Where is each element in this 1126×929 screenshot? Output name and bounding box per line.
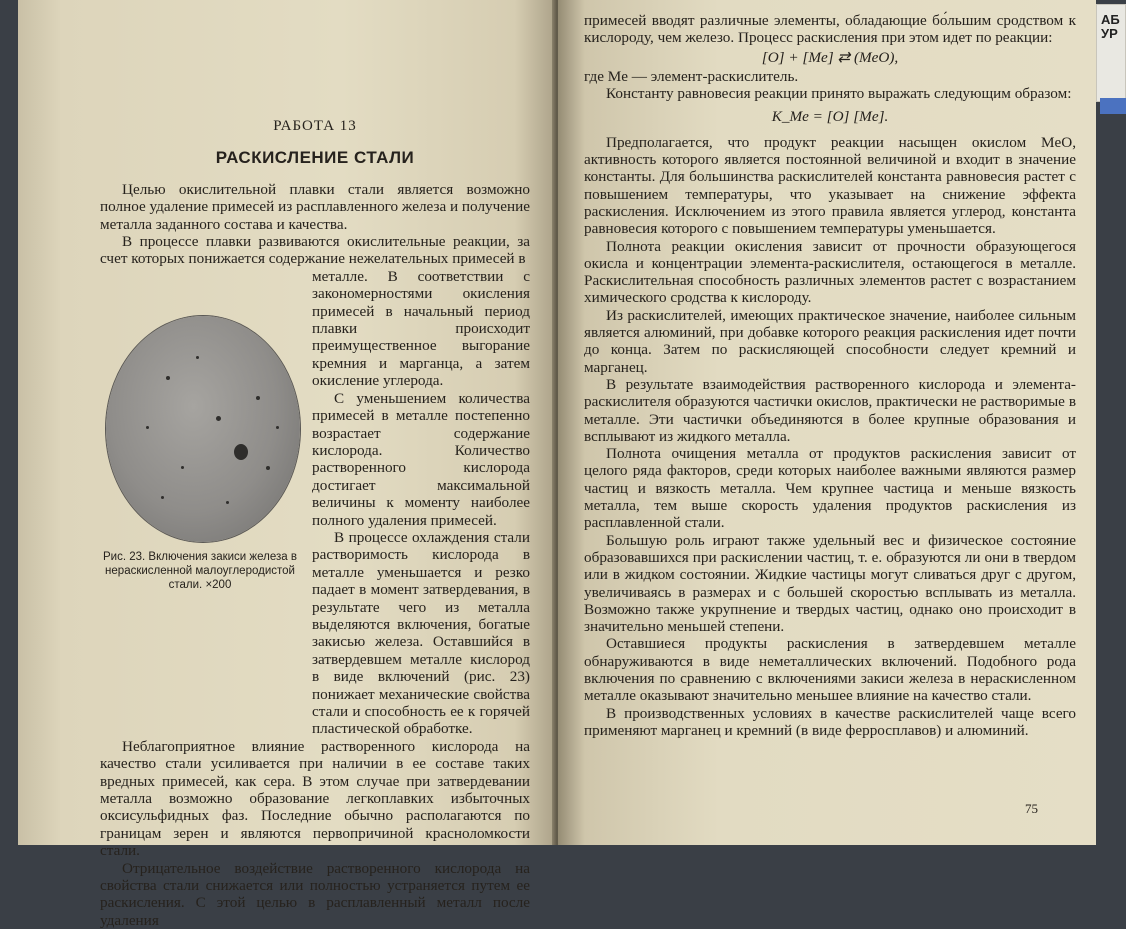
equilibrium-formula: K_Me = [O] [Me]. <box>771 108 889 126</box>
paragraph: Целью окислительной плавки стали является возможно полное удаление примесей из расплавленного железа и получение металла заданного состава и качества. <box>100 180 530 233</box>
bookmark-edge <box>1100 98 1126 114</box>
paragraph: Большую роль играют также удельный вес и физическое состояние образовавшихся при раскислении частиц, т. е. образуются ли они в твердом или в жидком состоянии. Жидкие частицы могут сливаться друг с другом, увеличиваясь в размерах и с большей скоростью всплывать из металла. Возможно также укрупнение и твердых частиц, однако оно происходит в значительно меньшей степени. <box>584 531 1076 636</box>
paragraph: Неблагоприятное влияние растворенного кислорода на качество стали усиливается при наличии в ее составе таких вредных примесей, как сера. В этом случае при затвердевании металла возможно образование легкоплавких избыточных оксисульфидных фаз. Последние обычно располагаются по границам зерен и являются первопричиной красноломкости стали. <box>100 737 530 860</box>
paragraph: В процессе охлаждения стали растворимость кислорода в металле уменьшается и резко падает в момент затвердевания, в результате чего из металла выделяются включения, богатые закисью железа. Оставшийся в затвердевшем металле кислород в виде включений (рис. 23) понижает механические свойства стали и способность ее к горячей пластической обработке. <box>312 528 530 738</box>
paragraph: Оставшиеся продукты раскисления в затвердевшем металле обнаруживаются в виде неметаллических включений. Подобного рода включения по сравнению с включениями закиси железа в нераскисленном металле оказывают значительно меньшее влияние на качество стали. <box>584 635 1076 705</box>
inclusion-dot <box>234 444 248 460</box>
reaction-formula: [O] + [Me] ⇄ (MeO), <box>761 48 899 66</box>
figure-caption: Рис. 23. Включения закиси железа в нераскисленной малоуглеродистой стали. ×200 <box>103 550 297 591</box>
paragraph: Отрицательное воздействие растворенного кислорода на свойства стали снижается или полностью устраняется путем ее раскисления. С этой целью в расплавленный металл после удаления <box>100 859 530 929</box>
inclusion-dot <box>161 496 164 499</box>
paragraph: где Me — элемент-раскислитель. <box>584 67 799 85</box>
paragraph: Полнота очищения металла от продуктов раскисления зависит от целого ряда факторов, среди которых наиболее важными являются размер частиц и вязкость металла. Чем крупнее частица и меньше вязкость металла, тем выше скорость удаления продуктов раскисления из расплавленной стали. <box>584 445 1076 532</box>
inclusion-dot <box>266 466 270 470</box>
page-number: 75 <box>1025 800 1038 816</box>
inclusion-dot <box>216 416 221 421</box>
right-page <box>558 0 1096 845</box>
paragraph: примесей вводят различные элементы, обладающие бо́льшим сродством к кислороду, чем железо. Процесс раскисления при этом идет по реакции: <box>584 12 1076 47</box>
inclusion-dot <box>276 426 279 429</box>
inclusion-dot <box>146 426 149 429</box>
inclusion-dot <box>256 396 260 400</box>
wrapped-column <box>312 268 530 738</box>
paragraph: Полнота реакции окисления зависит от прочности образующегося окисла и концентрации элемента-раскислителя, остающегося в металле. Раскислительная способность различных элементов растет с возрастанием химического сродства к кислороду. <box>584 237 1076 307</box>
paragraph: Предполагается, что продукт реакции насыщен окислом MeO, активность которого является постоянной величиной и входит в значение константы. Для большинства раскислителей константа равновесия растет с повышением температуры, что указывает на снижение эффекта раскисления. Исключением из этого правила является углерод, константа равновесия которого с повышением температуры уменьшается. <box>584 133 1076 238</box>
paragraph: Из раскислителей, имеющих практическое значение, наиболее сильным является алюминий, при добавке которого реакция раскисления идет почти до конца. Затем по раскисляющей способности следует кремний и марганец. <box>584 306 1076 376</box>
paragraph: В результате взаимодействия растворенного кислорода и элемента-раскислителя образуются частички окислов, практически не растворимые в металле. Эти частички объединяются в более крупные образования и всплывают из жидкого металла. <box>584 375 1076 445</box>
chapter-title: РАСКИСЛЕНИЕ СТАЛИ <box>215 148 415 168</box>
left-page <box>18 0 558 929</box>
micrograph-image <box>106 316 300 542</box>
paragraph: Константу равновесия реакции принято выражать следующим образом: <box>606 85 1072 103</box>
paragraph: В процессе плавки развиваются окислительные реакции, за счет которых понижается содержание нежелательных примесей в <box>100 233 530 268</box>
paragraph: С уменьшением количества примесей в металле постепенно возрастает содержание кислорода. Количество растворенного кислорода достигает максимальной величины к моменту наиболее полного удаления примесей. <box>312 389 530 529</box>
bookmark-tab: АБ УР <box>1096 4 1126 102</box>
inclusion-dot <box>181 466 184 469</box>
paragraph: металле. В соответствии с закономерностями окисления примесей в начальный период плавки происходит преимущественное выгорание кремния и марганца, а затем окисление углерода. <box>312 267 530 390</box>
figure-23 <box>100 268 300 738</box>
inclusion-dot <box>196 356 199 359</box>
inclusion-dot <box>166 376 170 380</box>
paragraph: В производственных условиях в качестве раскислителей чаще всего применяют марганец и кремний (в виде ферросплавов) и алюминий. <box>584 704 1076 739</box>
figure-wrap <box>100 268 530 738</box>
inclusion-dot <box>226 501 229 504</box>
work-number: РАБОТА 13 <box>273 118 357 134</box>
